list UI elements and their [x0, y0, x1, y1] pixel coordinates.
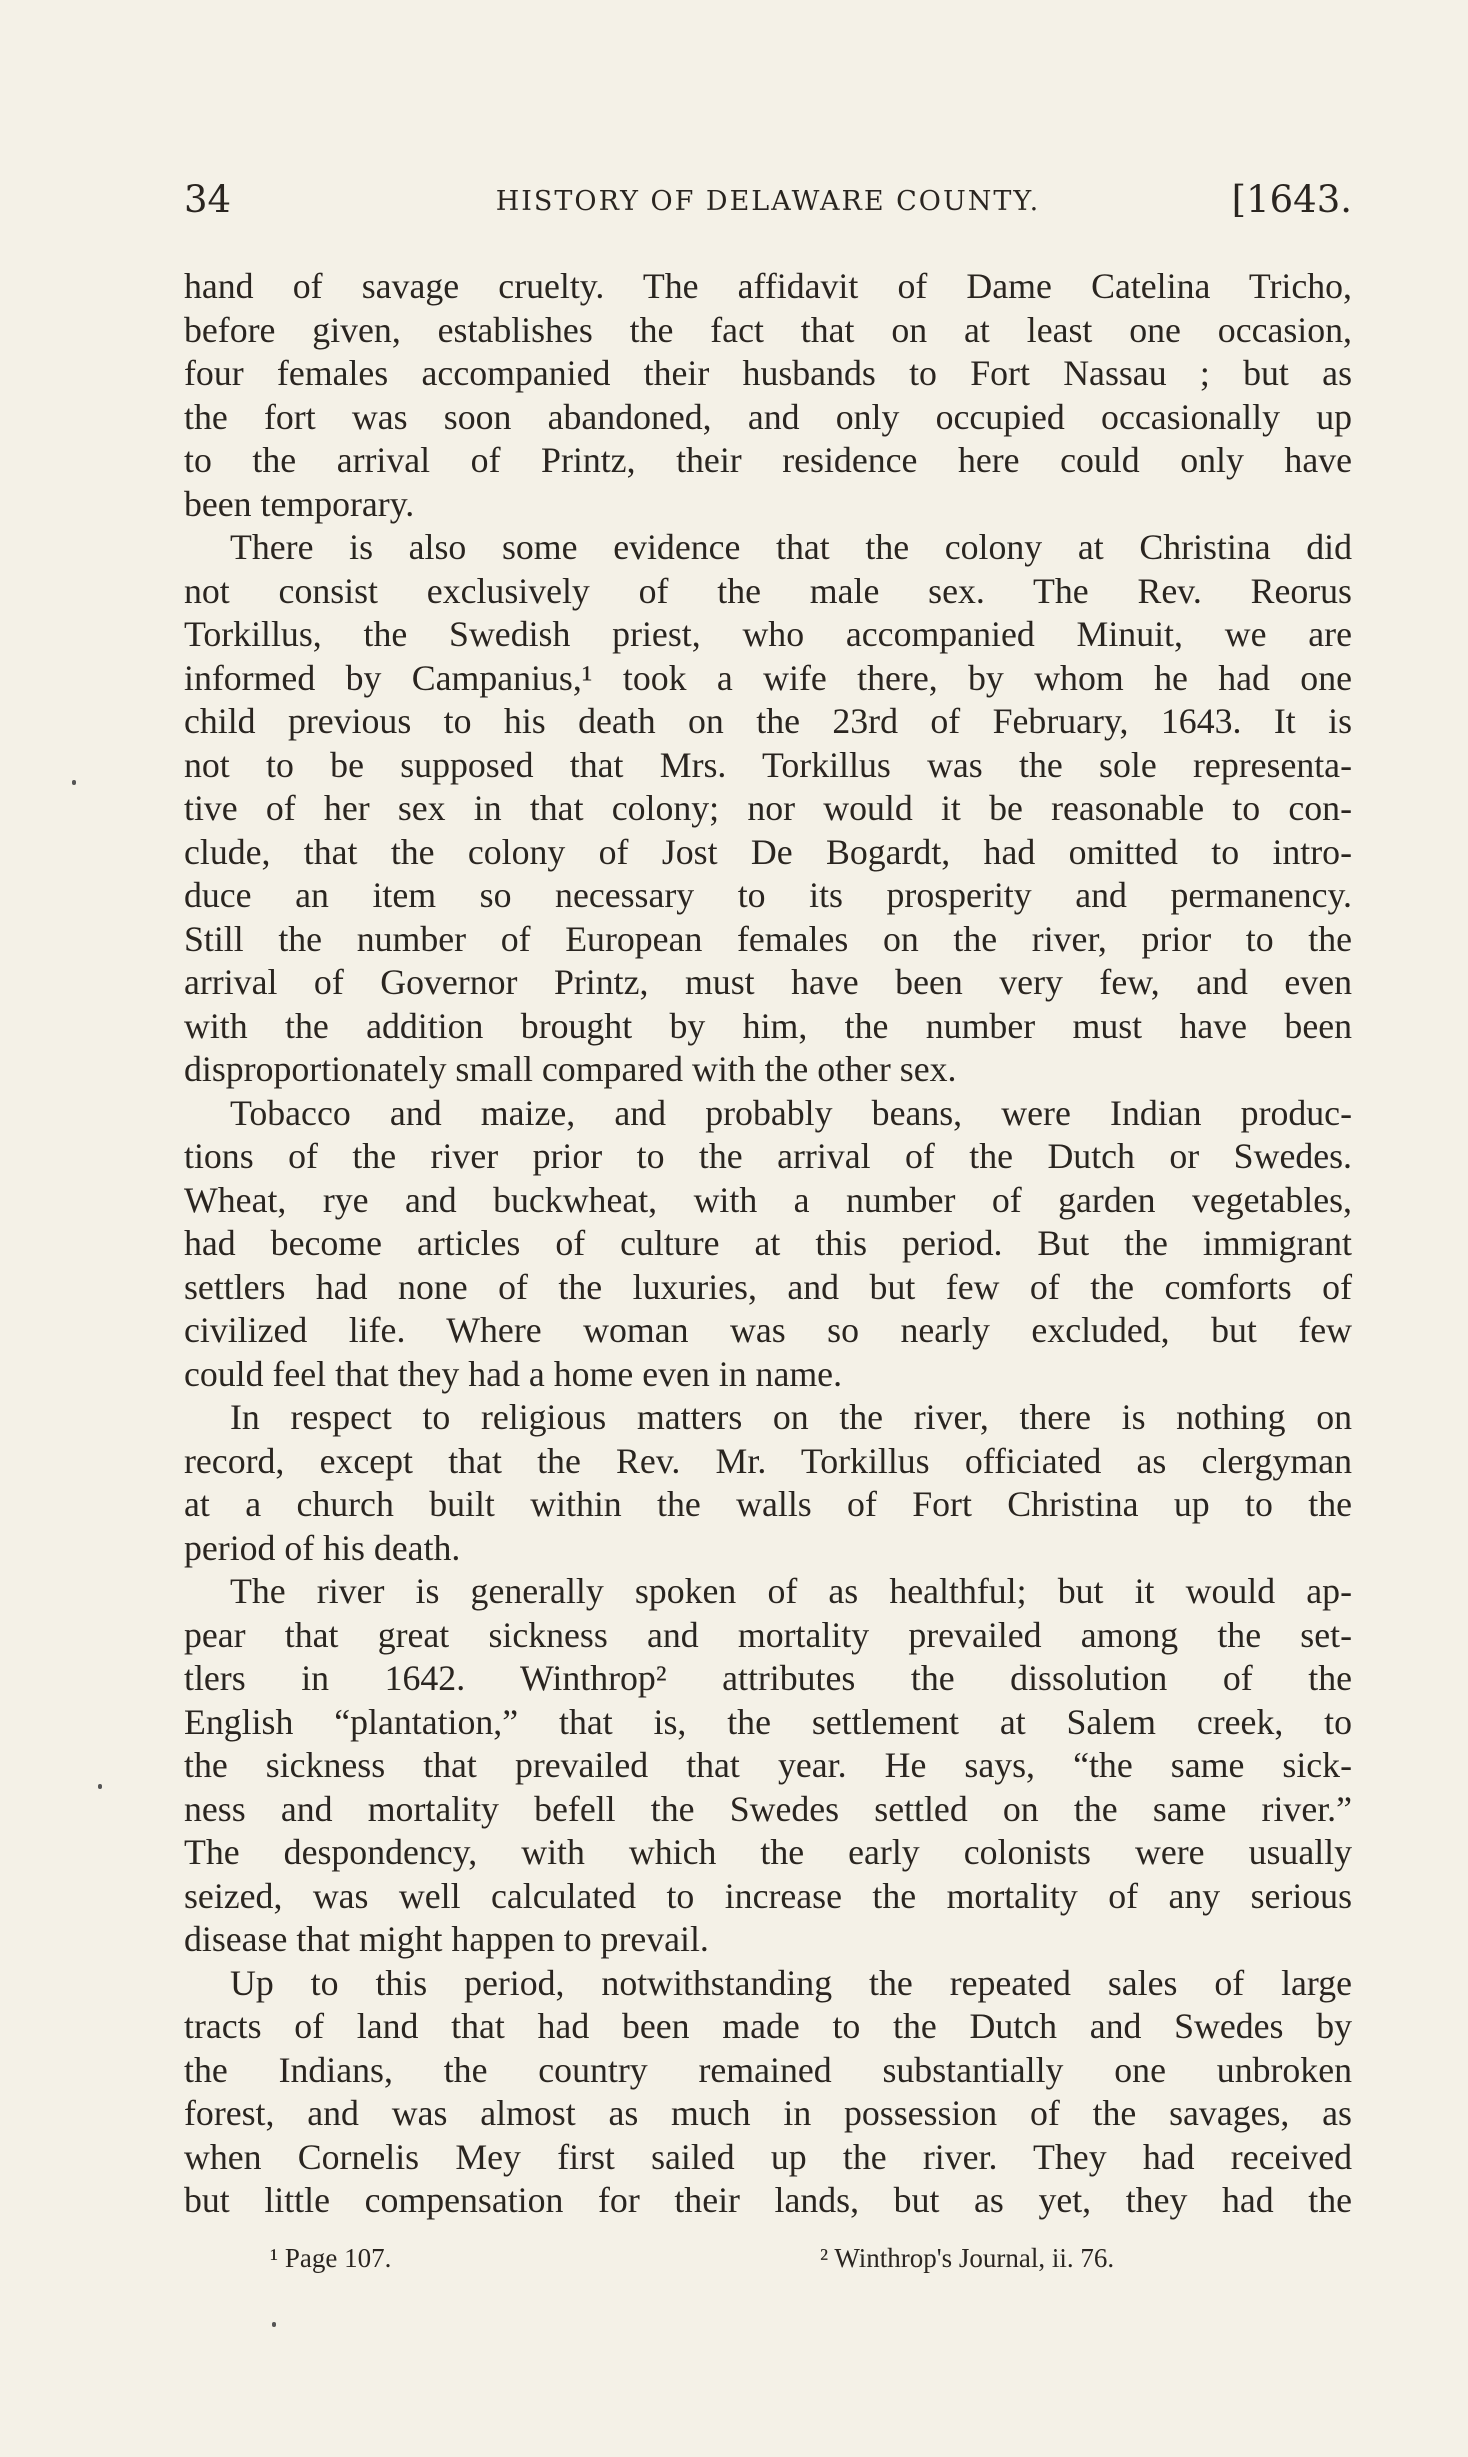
- footnote-2: ² Winthrop's Journal, ii. 76.: [820, 2243, 1115, 2273]
- text-line: seized, was well calculated to increase the mortality of any serious: [184, 1875, 1352, 1916]
- text-line: disproportionately small compared with the other sex.: [184, 1049, 957, 1089]
- text-line: tive of her sex in that colony; nor would it be reasonable to con-: [184, 788, 1352, 828]
- text-line: tracts of land that had been made to the Dutch and Swedes by: [184, 2006, 1352, 2046]
- text-line: Torkillus, the Swedish priest, who accompanied Minuit, we are: [184, 614, 1352, 654]
- text-line: English “plantation,” that is, the settlement at Salem creek, to: [184, 1701, 1352, 1742]
- text-line: could feel that they had a home even in name.: [184, 1353, 843, 1394]
- text-line: with the addition brought by him, the number must have been: [184, 1005, 1352, 1046]
- text-line: before given, establishes the fact that on at least one occasion,: [184, 309, 1352, 350]
- text-line: forest, and was almost as much in possession of the savages, as: [184, 2093, 1352, 2133]
- text-line: the Indians, the country remained substantially one unbroken: [184, 2049, 1352, 2090]
- text-line: Up to this period, notwithstanding the repeated sales of large: [230, 1962, 1352, 2003]
- text-line: at a church built within the walls of Fort Christina up to the: [184, 1484, 1352, 1524]
- text-line: when Cornelis Mey first sailed up the river. They had received: [184, 2136, 1352, 2177]
- text-line: been temporary.: [184, 483, 415, 524]
- text-line: arrival of Governor Printz, must have been very few, and even: [184, 962, 1352, 1002]
- print-speck: [98, 1784, 102, 1789]
- text-line: tlers in 1642. Winthrop² attributes the dissolution of the: [184, 1658, 1352, 1698]
- text-line: record, except that the Rev. Mr. Torkillus officiated as clergyman: [184, 1440, 1352, 1481]
- footnotes: [270, 2238, 1270, 2288]
- text-line: four females accompanied their husbands to Fort Nassau ; but as: [184, 353, 1352, 393]
- text-line: Tobacco and maize, and probably beans, were Indian produc-: [230, 1092, 1352, 1133]
- text-line: clude, that the colony of Jost De Bogardt, had omitted to intro-: [184, 831, 1352, 872]
- text-line: The river is generally spoken of as healthful; but it would ap-: [230, 1571, 1352, 1611]
- text-line: tions of the river prior to the arrival of the Dutch or Swedes.: [184, 1136, 1352, 1176]
- text-line: not consist exclusively of the male sex. The Rev. Reorus: [184, 570, 1352, 611]
- footnote-1: ¹ Page 107.: [270, 2243, 392, 2273]
- header-year: [1643.: [1231, 178, 1352, 221]
- text-line: Wheat, rye and buckwheat, with a number of garden vegetables,: [184, 1179, 1352, 1220]
- text-line: period of his death.: [184, 1527, 461, 1568]
- text-line: the fort was soon abandoned, and only occupied occasionally up: [184, 396, 1352, 437]
- text-line: civilized life. Where woman was so nearly excluded, but few: [184, 1310, 1352, 1350]
- running-title: HISTORY OF DELAWARE COUNTY.: [495, 186, 1041, 217]
- text-line: duce an item so necessary to its prosperity and permanency.: [184, 875, 1352, 915]
- print-speck: [272, 2322, 276, 2327]
- text-line: settlers had none of the luxuries, and but few of the comforts of: [184, 1266, 1352, 1307]
- text-line: had become articles of culture at this period. But the immigrant: [184, 1223, 1352, 1263]
- text-line: informed by Campanius,¹ took a wife there, by whom he had one: [184, 657, 1352, 698]
- text-line: The despondency, with which the early colonists were usually: [184, 1832, 1352, 1872]
- text-line: In respect to religious matters on the river, there is nothing on: [230, 1397, 1352, 1437]
- page-header: [184, 175, 1352, 225]
- text-line: Still the number of European females on the river, prior to the: [184, 918, 1352, 959]
- text-line: There is also some evidence that the colony at Christina did: [230, 527, 1352, 567]
- text-line: child previous to his death on the 23rd of February, 1643. It is: [184, 701, 1352, 741]
- text-line: pear that great sickness and mortality prevailed among the set-: [184, 1614, 1352, 1655]
- text-line: the sickness that prevailed that year. He says, “the same sick-: [184, 1745, 1352, 1785]
- text-line: not to be supposed that Mrs. Torkillus was the sole representa-: [184, 744, 1352, 785]
- print-speck: [72, 780, 76, 785]
- text-line: hand of savage cruelty. The affidavit of Dame Catelina Tricho,: [184, 266, 1352, 306]
- text-line: disease that might happen to prevail.: [184, 1919, 709, 1959]
- page-number: 34: [184, 178, 232, 221]
- text-line: ness and mortality befell the Swedes settled on the same river.”: [184, 1788, 1352, 1829]
- text-line: but little compensation for their lands, but as yet, they had the: [184, 2180, 1352, 2220]
- text-line: to the arrival of Printz, their residence here could only have: [184, 440, 1352, 480]
- body-text: [184, 265, 1352, 2223]
